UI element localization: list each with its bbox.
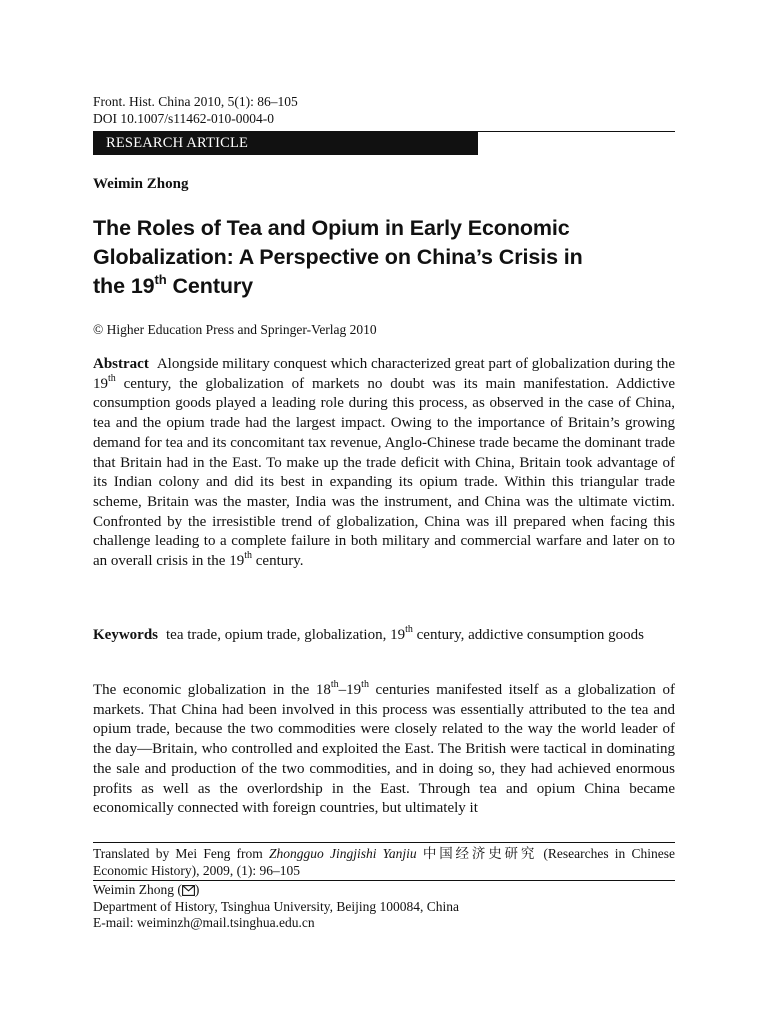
keywords-superscript: th xyxy=(405,624,413,635)
title-superscript: th xyxy=(154,271,167,287)
title-line-2: Globalization: A Perspective on China’s Crisis in xyxy=(93,245,583,269)
keywords-text-1: tea trade, opium trade, globalization, 19 xyxy=(166,627,406,643)
copyright-notice: © Higher Education Press and Springer-Verlag 2010 xyxy=(93,322,377,337)
body-superscript-1: th xyxy=(330,679,339,690)
contact-name: Weimin Zhong ( xyxy=(93,882,182,897)
body-paragraph xyxy=(93,681,675,819)
journal-citation: Front. Hist. China 2010, 5(1): 86–105 xyxy=(93,94,298,109)
affiliation-rule xyxy=(93,880,675,881)
department-line: Department of History, Tsinghua University, Beijing 100084, China xyxy=(93,898,460,914)
article-title xyxy=(93,214,675,301)
keywords-paragraph xyxy=(93,626,675,646)
abstract-superscript-2: th xyxy=(244,550,252,562)
translation-note xyxy=(93,845,675,879)
title-line-1: The Roles of Tea and Opium in Early Economic xyxy=(93,216,570,240)
email-line[interactable]: E-mail: weiminzh@mail.tsinghua.edu.cn xyxy=(93,915,315,930)
translation-text-1: Translated by Mei Feng from xyxy=(93,846,269,861)
journal-info xyxy=(93,93,298,127)
keywords-text-2: century, addictive consumption goods xyxy=(412,627,644,643)
title-line-3-end: Century xyxy=(166,274,254,298)
abstract-superscript-1: th xyxy=(108,372,116,384)
contact-line xyxy=(93,882,459,899)
title-line-3-start: the 19 xyxy=(93,274,155,298)
abstract-text-2: century, the globalization of markets no doubt was its main manifestation. Addictive consumption goods played a leading role during this process, as observed in the case of China, tea and the opium trade had the largest impact. Owing to the importance of Britain’s growing demand for tea and its concomitant tax revenue, Anglo-Chinese trade became the dominant trade that Britain had in the East. To make up the trade deficit with China, Britain took advantage of its Indian colony and did its best in expanding its opium trade. Within this triangular trade scheme, Britain was the master, India was the instrument, and China was the ultimate victim. Confronted by the irresistible trend of globalization, China was ill prepared when facing this challenge leading to a complete failure in both military and commercial warfare and later on to an overall crisis in the 19 xyxy=(93,375,675,570)
abstract-text-3: century. xyxy=(252,553,304,570)
body-text-2: –19 xyxy=(338,682,362,698)
research-article-label: RESEARCH ARTICLE xyxy=(93,131,478,155)
keywords-label: Keywords xyxy=(93,627,158,643)
contact-close: ) xyxy=(194,882,200,897)
body-superscript-2: th xyxy=(361,679,369,690)
body-text-1: The economic globalization in the 18 xyxy=(93,682,331,698)
abstract-paragraph xyxy=(93,355,675,572)
article-type-banner xyxy=(93,131,675,155)
envelope-icon xyxy=(182,885,195,896)
journal-title-italic: Zhongguo Jingjishi Yanjiu xyxy=(269,846,417,861)
footnote-rule xyxy=(93,842,675,843)
abstract-label: Abstract xyxy=(93,356,149,372)
author-affiliation xyxy=(93,882,459,932)
translation-text-2: 中国经济史研究 (Researches in Chinese Economic History), 2009, (1): 96–105 xyxy=(93,846,675,878)
doi-line: DOI 10.1007/s11462-010-0004-0 xyxy=(93,111,274,126)
title-line-3 xyxy=(93,272,675,301)
body-text-3: centuries manifested itself as a globalization of markets. That China had been involved in this process was essentially attributed to the tea and opium trade, because the two commodities were closely related to the way the world leader of the day—Britain, who controlled and exploited the East. The British were tactical in dominating the sale and production of the two commodities, and in doing so, they had achieved enormous profits as well as the overlordship in the East. Through tea and opium China became economically connected with foreign countries, but ultimately it xyxy=(93,682,675,817)
abstract-text-1: Alongside military conquest which characterized great part of globalization during the 19 xyxy=(93,356,675,392)
author-name: Weimin Zhong xyxy=(93,176,189,192)
